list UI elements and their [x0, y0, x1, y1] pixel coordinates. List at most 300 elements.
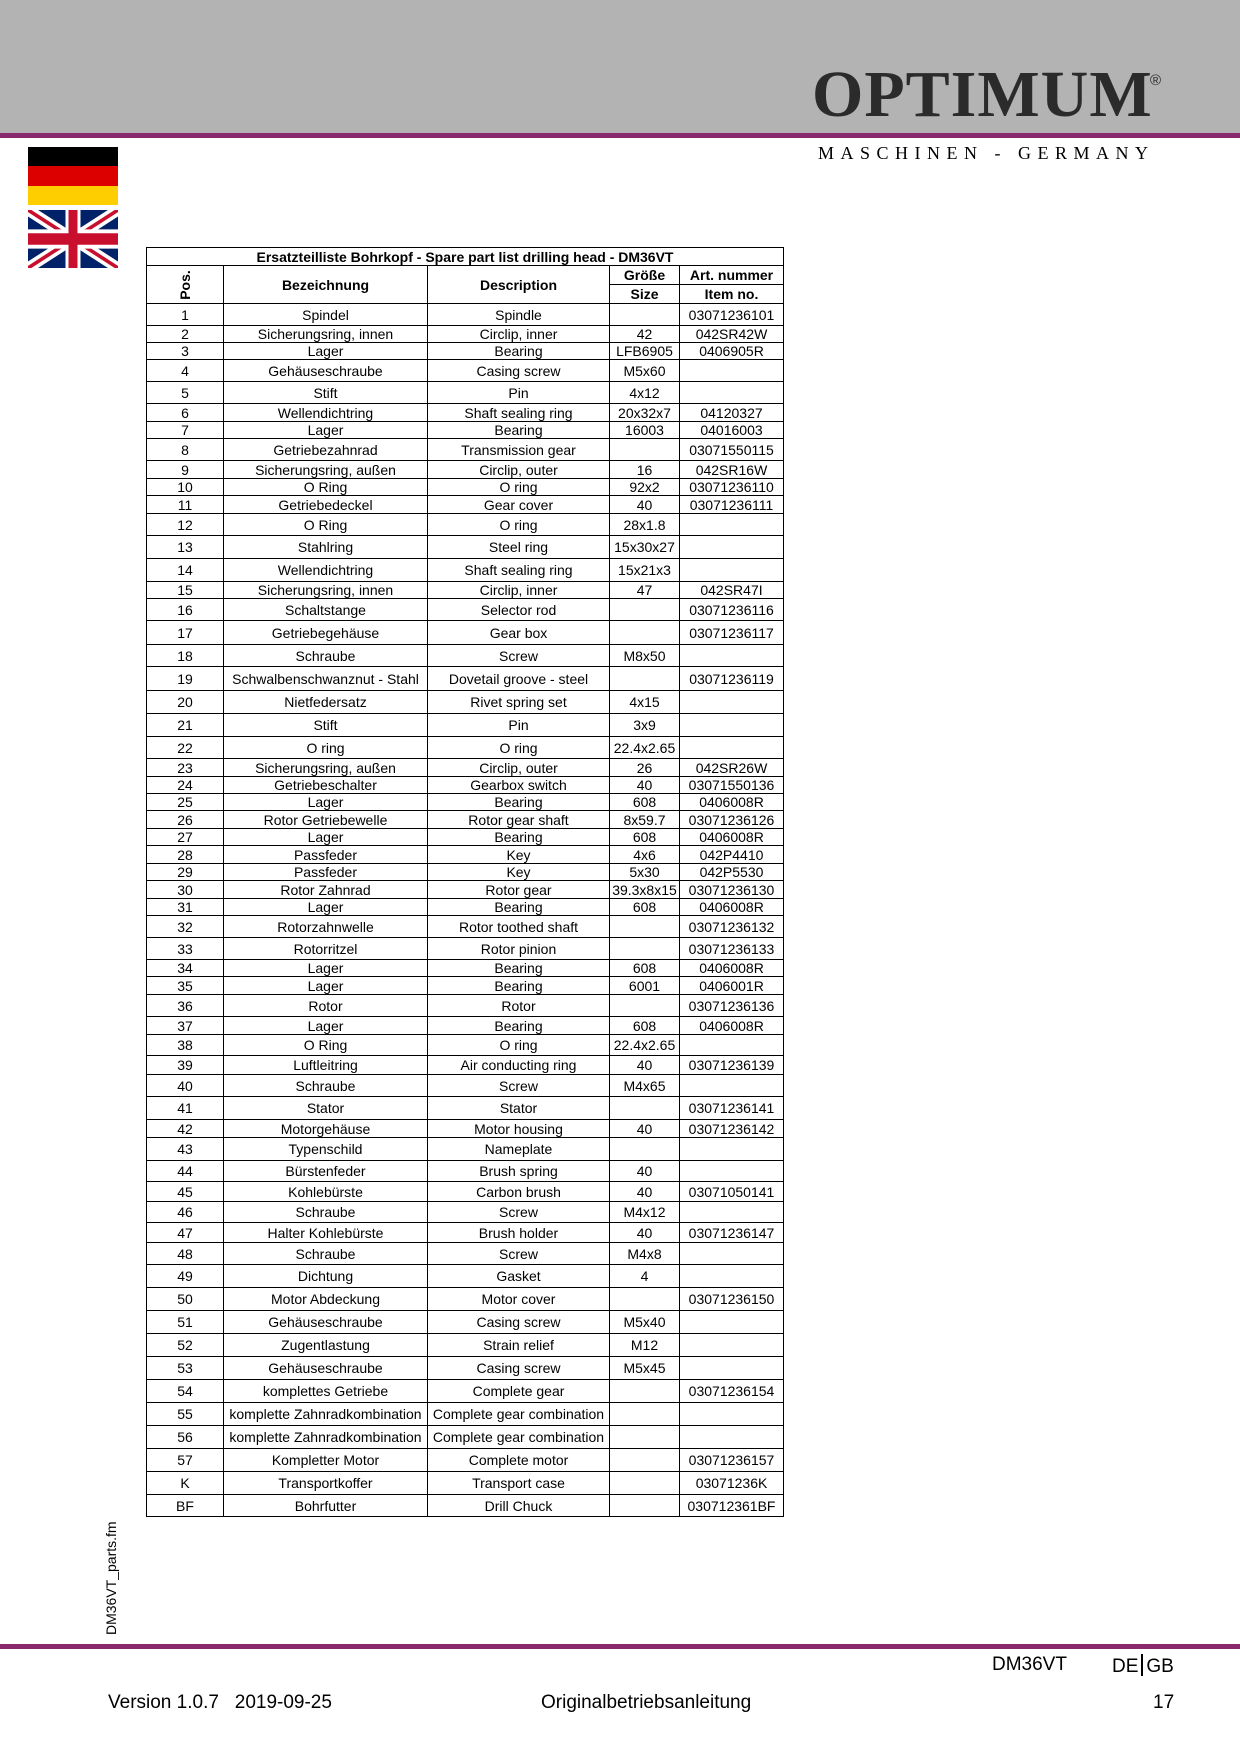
cell-size: 40 — [610, 1223, 680, 1243]
cell-bezeichnung: komplette Zahnradkombination — [224, 1426, 428, 1449]
cell-pos: 46 — [147, 1202, 224, 1223]
cell-pos: 26 — [147, 811, 224, 829]
table-row — [147, 343, 784, 360]
table-row — [147, 536, 784, 559]
cell-pos: 20 — [147, 691, 224, 714]
cell-pos: 43 — [147, 1138, 224, 1161]
header-size: Size — [610, 285, 680, 304]
cell-item-no — [680, 536, 784, 559]
cell-pos: 25 — [147, 794, 224, 811]
cell-pos: 49 — [147, 1265, 224, 1288]
cell-bezeichnung: Transportkoffer — [224, 1472, 428, 1495]
cell-item-no — [680, 1138, 784, 1161]
cell-size: 47 — [610, 582, 680, 599]
table-row — [147, 645, 784, 667]
cell-size: M5x40 — [610, 1311, 680, 1334]
table-row — [147, 1311, 784, 1334]
cell-description: Screw — [428, 1243, 610, 1265]
cell-pos: 1 — [147, 304, 224, 326]
cell-bezeichnung: Rotorritzel — [224, 938, 428, 960]
table-row — [147, 1223, 784, 1243]
cell-pos: 44 — [147, 1161, 224, 1182]
cell-bezeichnung: Wellendichtring — [224, 559, 428, 582]
table-row — [147, 737, 784, 759]
cell-item-no — [680, 1357, 784, 1380]
cell-item-no: 03071550136 — [680, 777, 784, 794]
cell-size: 39.3x8x15 — [610, 881, 680, 899]
cell-bezeichnung: Stator — [224, 1097, 428, 1120]
cell-item-no: 03071236111 — [680, 496, 784, 514]
cell-description: Rotor gear shaft — [428, 811, 610, 829]
cell-size: 5x30 — [610, 864, 680, 881]
cell-bezeichnung: Schwalbenschwanznut - Stahl — [224, 667, 428, 691]
cell-pos: 23 — [147, 759, 224, 777]
cell-bezeichnung: komplette Zahnradkombination — [224, 1403, 428, 1426]
cell-pos: 51 — [147, 1311, 224, 1334]
cell-item-no: 03071236141 — [680, 1097, 784, 1120]
cell-description: Bearing — [428, 1017, 610, 1035]
cell-bezeichnung: Sicherungsring, außen — [224, 461, 428, 479]
cell-description: Gear box — [428, 621, 610, 645]
cell-description: Bearing — [428, 829, 610, 846]
cell-bezeichnung: Lager — [224, 899, 428, 916]
cell-description: Circlip, inner — [428, 582, 610, 599]
cell-description: Bearing — [428, 794, 610, 811]
cell-item-no — [680, 1311, 784, 1334]
table-row — [147, 938, 784, 960]
file-label: DM36VT_parts.fm — [103, 1521, 119, 1635]
cell-item-no: 03071236154 — [680, 1380, 784, 1403]
table-row — [147, 1056, 784, 1075]
cell-item-no: 042SR47I — [680, 582, 784, 599]
cell-description: Complete gear combination — [428, 1426, 610, 1449]
cell-bezeichnung: Rotorzahnwelle — [224, 916, 428, 938]
cell-item-no: 03071236150 — [680, 1288, 784, 1311]
table-row — [147, 759, 784, 777]
table-row — [147, 360, 784, 382]
cell-size: 608 — [610, 829, 680, 846]
cell-description: Brush holder — [428, 1223, 610, 1243]
cell-bezeichnung: komplettes Getriebe — [224, 1380, 428, 1403]
cell-description: Motor housing — [428, 1120, 610, 1138]
cell-item-no: 03071236147 — [680, 1223, 784, 1243]
table-row — [147, 1357, 784, 1380]
cell-bezeichnung: Passfeder — [224, 846, 428, 864]
brand-tagline: MASCHINEN - GERMANY — [818, 143, 1155, 163]
cell-size: M8x50 — [610, 645, 680, 667]
table-row — [147, 667, 784, 691]
cell-size: 26 — [610, 759, 680, 777]
cell-bezeichnung: Sicherungsring, innen — [224, 582, 428, 599]
table-row — [147, 461, 784, 479]
cell-pos: 29 — [147, 864, 224, 881]
cell-pos: 42 — [147, 1120, 224, 1138]
cell-bezeichnung: Lager — [224, 829, 428, 846]
cell-size: 4 — [610, 1265, 680, 1288]
cell-bezeichnung: Lager — [224, 960, 428, 977]
cell-item-no — [680, 691, 784, 714]
cell-description: Rotor — [428, 995, 610, 1017]
cell-description: Screw — [428, 1202, 610, 1223]
cell-bezeichnung: Kohlebürste — [224, 1182, 428, 1202]
cell-pos: 48 — [147, 1243, 224, 1265]
footer-lang-de: DE — [1112, 1656, 1139, 1677]
cell-size: 22.4x2.65 — [610, 737, 680, 759]
cell-size: 608 — [610, 960, 680, 977]
cell-item-no: 042SR42W — [680, 326, 784, 343]
cell-pos: 3 — [147, 343, 224, 360]
table-row — [147, 1380, 784, 1403]
cell-description: O ring — [428, 737, 610, 759]
table-row — [147, 1161, 784, 1182]
cell-item-no: 03071050141 — [680, 1182, 784, 1202]
cell-bezeichnung: Nietfedersatz — [224, 691, 428, 714]
cell-size — [610, 1449, 680, 1472]
cell-size: 40 — [610, 777, 680, 794]
cell-size: 4x6 — [610, 846, 680, 864]
header-description: Description — [428, 266, 610, 304]
cell-bezeichnung: Zugentlastung — [224, 1334, 428, 1357]
footer-version: Version 1.0.7 2019-09-25 — [108, 1692, 332, 1713]
cell-description: O ring — [428, 514, 610, 536]
cell-size — [610, 1288, 680, 1311]
cell-description: Bearing — [428, 899, 610, 916]
cell-description: Casing screw — [428, 1311, 610, 1334]
cell-item-no — [680, 1334, 784, 1357]
cell-size: 8x59.7 — [610, 811, 680, 829]
cell-size: M5x60 — [610, 360, 680, 382]
cell-size: 6001 — [610, 977, 680, 995]
cell-bezeichnung: Lager — [224, 343, 428, 360]
cell-pos: 53 — [147, 1357, 224, 1380]
cell-item-no — [680, 737, 784, 759]
cell-description: Casing screw — [428, 360, 610, 382]
table-row — [147, 691, 784, 714]
cell-item-no: 03071236132 — [680, 916, 784, 938]
cell-item-no: 0406001R — [680, 977, 784, 995]
table-row — [147, 1182, 784, 1202]
cell-size — [610, 995, 680, 1017]
table-row — [147, 382, 784, 404]
table-row — [147, 714, 784, 737]
cell-item-no: 03071236K — [680, 1472, 784, 1495]
table-row — [147, 777, 784, 794]
table-row — [147, 479, 784, 496]
cell-bezeichnung: Kompletter Motor — [224, 1449, 428, 1472]
cell-description: Gasket — [428, 1265, 610, 1288]
cell-pos: 5 — [147, 382, 224, 404]
footer-model: DM36VT — [992, 1654, 1067, 1675]
cell-size — [610, 599, 680, 621]
cell-pos: 28 — [147, 846, 224, 864]
cell-description: O ring — [428, 479, 610, 496]
cell-pos: 38 — [147, 1035, 224, 1056]
cell-size: 4x12 — [610, 382, 680, 404]
cell-pos: 18 — [147, 645, 224, 667]
cell-size: 4x15 — [610, 691, 680, 714]
cell-description: Key — [428, 864, 610, 881]
cell-pos: 6 — [147, 404, 224, 422]
parts-table-body — [147, 304, 784, 1517]
brand-logo: OPTIMUM — [812, 58, 1153, 131]
cell-bezeichnung: Motorgehäuse — [224, 1120, 428, 1138]
cell-description: Complete gear combination — [428, 1403, 610, 1426]
cell-description: Transmission gear — [428, 439, 610, 461]
flag-germany-icon — [28, 147, 118, 205]
cell-item-no: 03071236101 — [680, 304, 784, 326]
cell-description: Circlip, inner — [428, 326, 610, 343]
cell-size — [610, 667, 680, 691]
table-row — [147, 304, 784, 326]
cell-size: 40 — [610, 1120, 680, 1138]
table-row — [147, 496, 784, 514]
cell-bezeichnung: Gehäuseschraube — [224, 1311, 428, 1334]
cell-item-no — [680, 360, 784, 382]
cell-size: M4x8 — [610, 1243, 680, 1265]
table-row — [147, 811, 784, 829]
cell-size: LFB6905 — [610, 343, 680, 360]
cell-description: Strain relief — [428, 1334, 610, 1357]
cell-item-no: 042P4410 — [680, 846, 784, 864]
cell-item-no: 0406008R — [680, 1017, 784, 1035]
cell-bezeichnung: O ring — [224, 737, 428, 759]
cell-size — [610, 1426, 680, 1449]
cell-size: 15x21x3 — [610, 559, 680, 582]
cell-pos: 17 — [147, 621, 224, 645]
table-row — [147, 1035, 784, 1056]
cell-bezeichnung: Lager — [224, 1017, 428, 1035]
cell-size: M5x45 — [610, 1357, 680, 1380]
cell-item-no: 03071236139 — [680, 1056, 784, 1075]
cell-description: Bearing — [428, 422, 610, 439]
cell-size: 15x30x27 — [610, 536, 680, 559]
cell-item-no: 03071236130 — [680, 881, 784, 899]
cell-item-no — [680, 559, 784, 582]
cell-description: Shaft sealing ring — [428, 559, 610, 582]
cell-item-no: 04016003 — [680, 422, 784, 439]
header-art-nummer: Art. nummer — [680, 266, 784, 285]
cell-item-no: 0406905R — [680, 343, 784, 360]
table-row — [147, 1472, 784, 1495]
cell-item-no — [680, 382, 784, 404]
cell-pos: 31 — [147, 899, 224, 916]
cell-size — [610, 1138, 680, 1161]
cell-bezeichnung: Schraube — [224, 1075, 428, 1097]
table-row — [147, 794, 784, 811]
cell-bezeichnung: O Ring — [224, 479, 428, 496]
table-row — [147, 559, 784, 582]
cell-description: Circlip, outer — [428, 759, 610, 777]
cell-item-no: 0406008R — [680, 899, 784, 916]
cell-bezeichnung: Bohrfutter — [224, 1495, 428, 1517]
cell-pos: 11 — [147, 496, 224, 514]
header-groesse: Größe — [610, 266, 680, 285]
spare-parts-table — [146, 247, 784, 1517]
table-row — [147, 1495, 784, 1517]
cell-description: Dovetail groove - steel — [428, 667, 610, 691]
cell-pos: 27 — [147, 829, 224, 846]
table-row — [147, 422, 784, 439]
table-row — [147, 829, 784, 846]
cell-bezeichnung: Gehäuseschraube — [224, 360, 428, 382]
table-row — [147, 1265, 784, 1288]
cell-pos: 57 — [147, 1449, 224, 1472]
cell-size: 20x32x7 — [610, 404, 680, 422]
cell-size — [610, 621, 680, 645]
cell-size — [610, 1495, 680, 1517]
cell-item-no — [680, 1202, 784, 1223]
footer-page-number: 17 — [1153, 1692, 1175, 1713]
cell-item-no — [680, 1035, 784, 1056]
cell-size: M12 — [610, 1334, 680, 1357]
cell-pos: K — [147, 1472, 224, 1495]
cell-pos: 33 — [147, 938, 224, 960]
table-row — [147, 1243, 784, 1265]
cell-size: 40 — [610, 1056, 680, 1075]
cell-item-no: 03071236117 — [680, 621, 784, 645]
cell-item-no — [680, 1403, 784, 1426]
cell-bezeichnung: Stift — [224, 714, 428, 737]
cell-item-no: 03071236136 — [680, 995, 784, 1017]
cell-item-no — [680, 714, 784, 737]
cell-pos: 2 — [147, 326, 224, 343]
table-row — [147, 1334, 784, 1357]
cell-description: Rotor toothed shaft — [428, 916, 610, 938]
footer-languages — [1112, 1654, 1174, 1678]
cell-item-no: 03071550115 — [680, 439, 784, 461]
table-row — [147, 514, 784, 536]
cell-size — [610, 1380, 680, 1403]
cell-item-no — [680, 1426, 784, 1449]
cell-pos: BF — [147, 1495, 224, 1517]
cell-bezeichnung: Wellendichtring — [224, 404, 428, 422]
cell-pos: 41 — [147, 1097, 224, 1120]
table-row — [147, 846, 784, 864]
cell-pos: 34 — [147, 960, 224, 977]
table-title: Ersatzteilliste Bohrkopf - Spare part list drilling head - DM36VT — [147, 248, 784, 266]
cell-description: Rotor pinion — [428, 938, 610, 960]
cell-bezeichnung: O Ring — [224, 514, 428, 536]
cell-pos: 55 — [147, 1403, 224, 1426]
cell-size — [610, 439, 680, 461]
cell-bezeichnung: Typenschild — [224, 1138, 428, 1161]
cell-description: Key — [428, 846, 610, 864]
cell-pos: 10 — [147, 479, 224, 496]
cell-size — [610, 916, 680, 938]
cell-description: Transport case — [428, 1472, 610, 1495]
cell-pos: 15 — [147, 582, 224, 599]
cell-bezeichnung: Lager — [224, 977, 428, 995]
cell-description: Complete gear — [428, 1380, 610, 1403]
table-row — [147, 326, 784, 343]
header-item-no: Item no. — [680, 285, 784, 304]
cell-size: 608 — [610, 1017, 680, 1035]
cell-size: M4x65 — [610, 1075, 680, 1097]
cell-size: M4x12 — [610, 1202, 680, 1223]
footer-document-title: Originalbetriebsanleitung — [541, 1692, 752, 1713]
cell-bezeichnung: Bürstenfeder — [224, 1161, 428, 1182]
cell-bezeichnung: Rotor — [224, 995, 428, 1017]
cell-bezeichnung: Gehäuseschraube — [224, 1357, 428, 1380]
cell-item-no — [680, 1265, 784, 1288]
cell-bezeichnung: Getriebedeckel — [224, 496, 428, 514]
cell-item-no: 03071236142 — [680, 1120, 784, 1138]
cell-item-no — [680, 514, 784, 536]
footer-lang-gb: GB — [1146, 1656, 1174, 1677]
cell-bezeichnung: Schraube — [224, 645, 428, 667]
cell-bezeichnung: Getriebegehäuse — [224, 621, 428, 645]
table-row — [147, 1426, 784, 1449]
cell-description: Gearbox switch — [428, 777, 610, 794]
cell-size: 28x1.8 — [610, 514, 680, 536]
cell-pos: 35 — [147, 977, 224, 995]
cell-item-no: 03071236133 — [680, 938, 784, 960]
header-bezeichnung: Bezeichnung — [224, 266, 428, 304]
cell-description: Screw — [428, 645, 610, 667]
cell-bezeichnung: Getriebeschalter — [224, 777, 428, 794]
cell-pos: 36 — [147, 995, 224, 1017]
cell-bezeichnung: Motor Abdeckung — [224, 1288, 428, 1311]
cell-pos: 8 — [147, 439, 224, 461]
cell-size — [610, 1403, 680, 1426]
cell-pos: 52 — [147, 1334, 224, 1357]
cell-pos: 30 — [147, 881, 224, 899]
cell-item-no: 042P5530 — [680, 864, 784, 881]
cell-item-no — [680, 1161, 784, 1182]
cell-description: Pin — [428, 382, 610, 404]
cell-description: Bearing — [428, 977, 610, 995]
cell-pos: 54 — [147, 1380, 224, 1403]
cell-size — [610, 304, 680, 326]
cell-item-no: 042SR16W — [680, 461, 784, 479]
table-row — [147, 916, 784, 938]
cell-item-no: 03071236110 — [680, 479, 784, 496]
cell-bezeichnung: Lager — [224, 422, 428, 439]
cell-description: Pin — [428, 714, 610, 737]
cell-item-no: 030712361BF — [680, 1495, 784, 1517]
cell-size — [610, 1472, 680, 1495]
cell-description: Bearing — [428, 960, 610, 977]
cell-size: 40 — [610, 1161, 680, 1182]
cell-bezeichnung: Rotor Zahnrad — [224, 881, 428, 899]
cell-pos: 24 — [147, 777, 224, 794]
cell-size: 40 — [610, 496, 680, 514]
cell-bezeichnung: Lager — [224, 794, 428, 811]
registered-mark: ® — [1150, 72, 1162, 89]
cell-description: Gear cover — [428, 496, 610, 514]
cell-pos: 7 — [147, 422, 224, 439]
cell-item-no — [680, 645, 784, 667]
cell-bezeichnung: O Ring — [224, 1035, 428, 1056]
cell-bezeichnung: Rotor Getriebewelle — [224, 811, 428, 829]
cell-description: Casing screw — [428, 1357, 610, 1380]
cell-bezeichnung: Getriebezahnrad — [224, 439, 428, 461]
cell-item-no: 0406008R — [680, 829, 784, 846]
cell-description: Shaft sealing ring — [428, 404, 610, 422]
cell-bezeichnung: Schaltstange — [224, 599, 428, 621]
cell-item-no: 042SR26W — [680, 759, 784, 777]
cell-bezeichnung: Spindel — [224, 304, 428, 326]
cell-bezeichnung: Halter Kohlebürste — [224, 1223, 428, 1243]
header-divider — [0, 133, 1240, 138]
cell-item-no: 04120327 — [680, 404, 784, 422]
cell-item-no: 03071236116 — [680, 599, 784, 621]
cell-description: Rivet spring set — [428, 691, 610, 714]
table-row — [147, 599, 784, 621]
cell-description: Steel ring — [428, 536, 610, 559]
cell-size — [610, 1097, 680, 1120]
cell-description: Motor cover — [428, 1288, 610, 1311]
